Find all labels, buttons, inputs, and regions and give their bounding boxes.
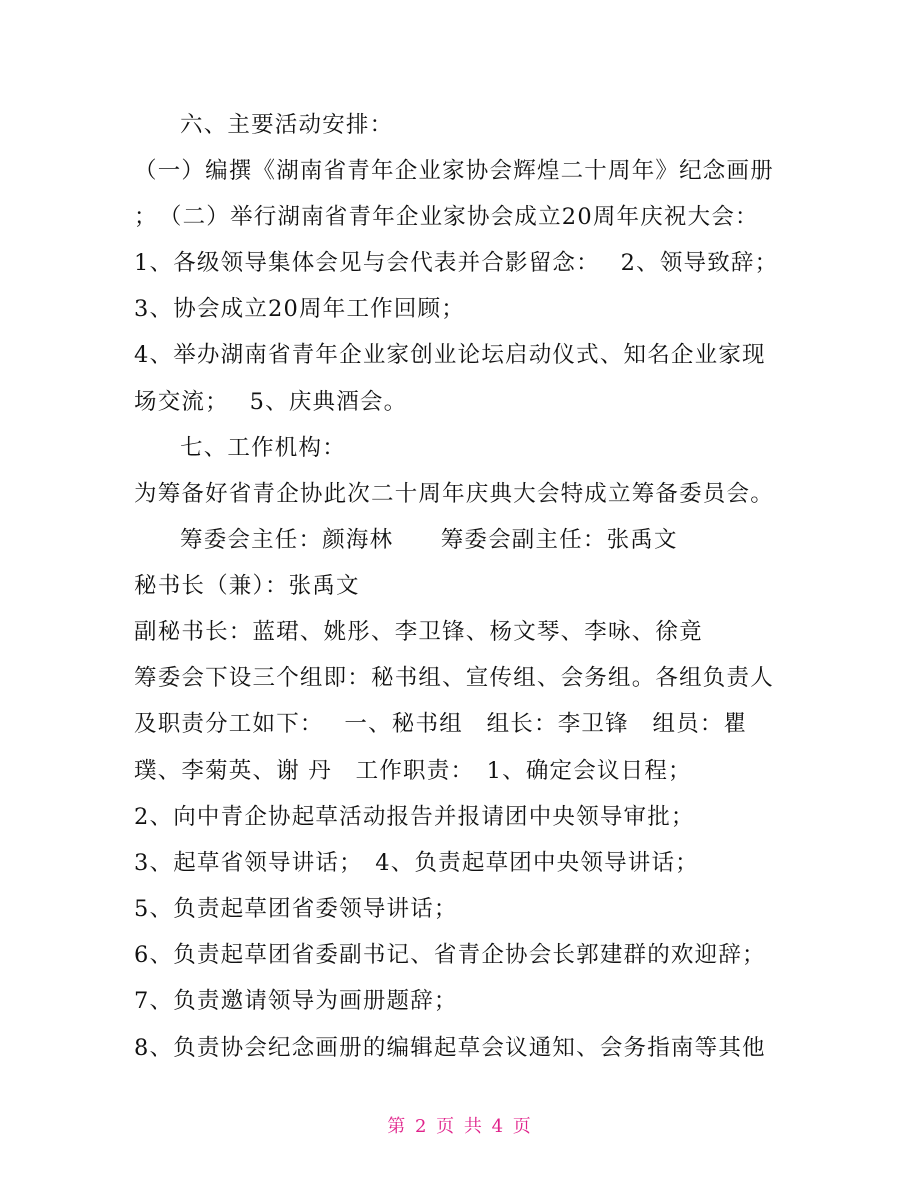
text-line: ； （二）举行湖南省青年企业家协会成立20周年庆祝大会： xyxy=(134,204,759,230)
text-line: 3、协会成立20周年工作回顾； xyxy=(134,296,465,322)
text-line: 3、起草省领导讲话； 4、负责起草团中央领导讲话； xyxy=(134,850,699,876)
text-line: 为筹备好省青企协此次二十周年庆典大会特成立筹备委员会。 xyxy=(134,481,774,507)
text-line: 1、各级领导集体会见与会代表并合影留念： 2、领导致辞； xyxy=(134,250,779,276)
text-line: 秘书长（兼）：张禹文 xyxy=(134,573,360,599)
text-line: 4、举办湖南省青年企业家创业论坛启动仪式、知名企业家现 xyxy=(134,342,766,368)
text-line: 副秘书长：蓝珺、姚彤、李卫锋、杨文琴、李咏、徐竟 xyxy=(134,619,703,645)
text-line: 6、负责起草团省委副书记、省青企协会长郭建群的欢迎辞； xyxy=(134,942,766,968)
text-line: 8、负责协会纪念画册的编辑起草会议通知、会务指南等其他 xyxy=(134,1035,766,1061)
section-heading-activities: 六、主要活动安排： xyxy=(180,112,394,138)
text-line: 筹委会主任：颜海林 筹委会副主任：张禹文 xyxy=(180,527,678,553)
section-heading-organization: 七、工作机构： xyxy=(180,435,346,461)
text-line: 5、负责起草团省委领导讲话； xyxy=(134,896,458,922)
text-line: 璞、李菊英、谢 丹 工作职责： 1、确定会议日程； xyxy=(134,758,692,784)
text-line: 及职责分工如下： 一、秘书组 组长：李卫锋 组员：瞿 xyxy=(134,711,748,737)
text-line: （一）编撰《湖南省青年企业家协会辉煌二十周年》纪念画册 xyxy=(134,158,774,184)
page-number-footer: 第 2 页 共 4 页 xyxy=(387,1116,533,1137)
text-line: 筹委会下设三个组即：秘书组、宣传组、会务组。各组负责人 xyxy=(134,665,774,691)
text-line: 场交流； 5、庆典酒会。 xyxy=(134,389,408,415)
text-line: 2、向中青企协起草活动报告并报请团中央领导审批； xyxy=(134,804,695,830)
text-line: 7、负责邀请领导为画册题辞； xyxy=(134,988,458,1014)
